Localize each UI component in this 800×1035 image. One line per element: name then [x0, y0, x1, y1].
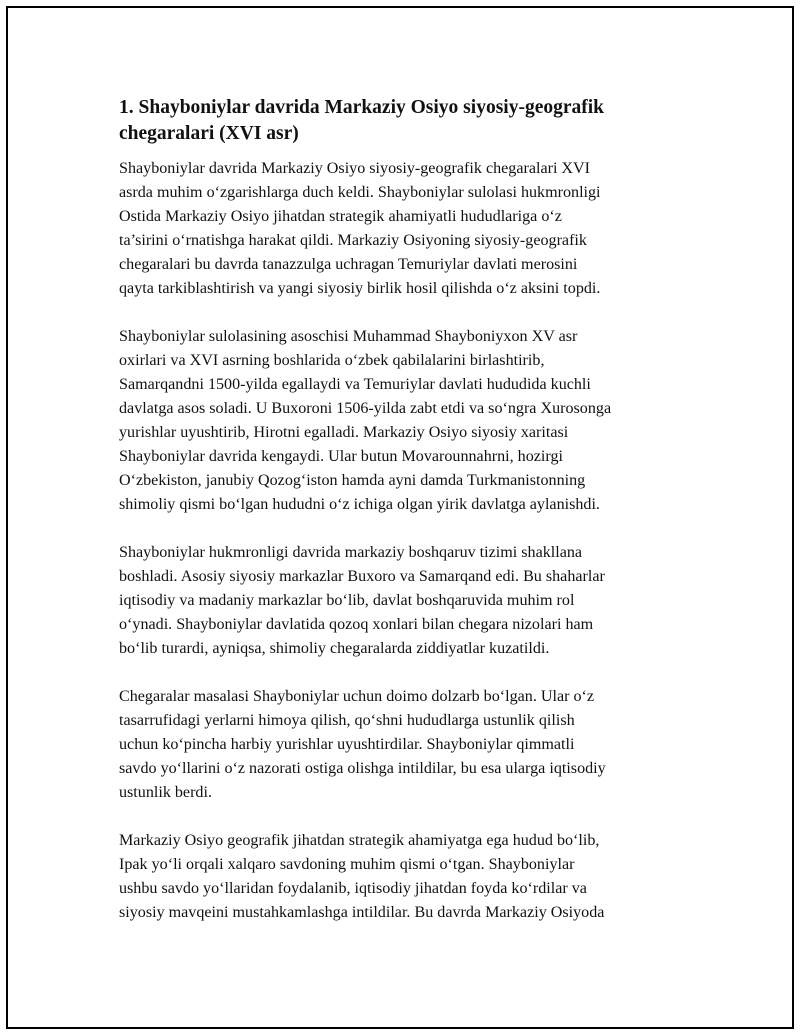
- text-line: oxirlari va XVI asrning boshlarida o‘zbek qabilalarini birlashtirib,: [119, 352, 545, 369]
- paragraph-2: [119, 325, 694, 517]
- page-frame: [6, 6, 794, 1029]
- text-line: savdo yo‘llarini o‘z nazorati ostiga olishga intildilar, bu esa ularga iqtisodiy: [119, 760, 606, 777]
- text-line: Shayboniylar sulolasining asoschisi Muhammad Shayboniyxon XV asr: [119, 328, 578, 345]
- document-body: [119, 95, 694, 949]
- paragraph-3: [119, 541, 694, 661]
- text-line: bo‘lib turardi, ayniqsa, shimoliy chegaralarda ziddiyatlar kuzatildi.: [119, 640, 550, 657]
- text-line: asrda muhim o‘zgarishlarga duch keldi. Shayboniylar sulolasi hukmronligi: [119, 184, 601, 201]
- text-line: Shayboniylar hukmronligi davrida markaziy boshqaruv tizimi shakllana: [119, 544, 583, 561]
- text-line: ta’sirini o‘rnatishga harakat qildi. Markaziy Osiyoning siyosiy-geografik: [119, 232, 587, 249]
- text-line: boshladi. Asosiy siyosiy markazlar Buxoro va Samarqand edi. Bu shaharlar: [119, 568, 605, 585]
- text-line: o‘ynadi. Shayboniylar davlatida qozoq xonlari bilan chegara nizolari ham: [119, 616, 594, 633]
- text-line: Ipak yo‘li orqali xalqaro savdoning muhim qismi o‘tgan. Shayboniylar: [119, 856, 575, 873]
- text-line: Shayboniylar davrida kengaydi. Ular butun Movarounnahrni, hozirgi: [119, 448, 563, 465]
- text-line: Chegaralar masalasi Shayboniylar uchun doimo dolzarb bo‘lgan. Ular o‘z: [119, 688, 595, 705]
- text-line: Markaziy Osiyo geografik jihatdan strategik ahamiyatga ega hudud bo‘lib,: [119, 832, 600, 849]
- text-line: ushbu savdo yo‘llaridan foydalanib, iqtisodiy jihatdan foyda ko‘rdilar va: [119, 880, 587, 897]
- text-line: uchun ko‘pincha harbiy yurishlar uyushtirdilar. Shayboniylar qimmatli: [119, 736, 575, 753]
- text-line: siyosiy mavqeini mustahkamlashga intildilar. Bu davrda Markaziy Osiyoda: [119, 904, 605, 921]
- text-line: O‘zbekiston, janubiy Qozog‘iston hamda ayni damda Turkmanistonning: [119, 472, 586, 489]
- text-line: shimoliy qismi bo‘lgan hududni o‘z ichiga olgan yirik davlatga aylanishdi.: [119, 496, 600, 513]
- text-line: Ostida Markaziy Osiyo jihatdan strategik ahamiyatli hududlariga o‘z: [119, 208, 562, 225]
- text-line: Samarqandni 1500-yilda egallaydi va Temuriylar davlati hududida kuchli: [119, 376, 591, 393]
- paragraph-5: [119, 829, 694, 925]
- text-line: davlatga asos soladi. U Buxoroni 1506-yilda zabt etdi va so‘ngra Xurosonga: [119, 400, 612, 417]
- paragraph-4: [119, 685, 694, 805]
- paragraph-1: [119, 157, 694, 301]
- text-line: yurishlar uyushtirib, Hirotni egalladi. Markaziy Osiyo siyosiy xaritasi: [119, 424, 569, 441]
- text-line: iqtisodiy va madaniy markazlar bo‘lib, davlat boshqaruvida muhim rol: [119, 592, 575, 609]
- section-heading: [119, 95, 694, 147]
- text-line: Shayboniylar davrida Markaziy Osiyo siyosiy-geografik chegaralari XVI: [119, 160, 591, 177]
- heading-line: chegaralari (XVI asr): [119, 123, 299, 144]
- text-line: chegaralari bu davrda tanazzulga uchragan Temuriylar davlati merosini: [119, 256, 578, 273]
- text-line: ustunlik berdi.: [119, 784, 212, 801]
- text-line: qayta tarkiblashtirish va yangi siyosiy birlik hosil qilishda o‘z aksini topdi.: [119, 280, 601, 297]
- text-line: tasarrufidagi yerlarni himoya qilish, qo‘shni hududlarga ustunlik qilish: [119, 712, 575, 729]
- heading-line: 1. Shayboniylar davrida Markaziy Osiyo siyosiy-geografik: [119, 97, 605, 118]
